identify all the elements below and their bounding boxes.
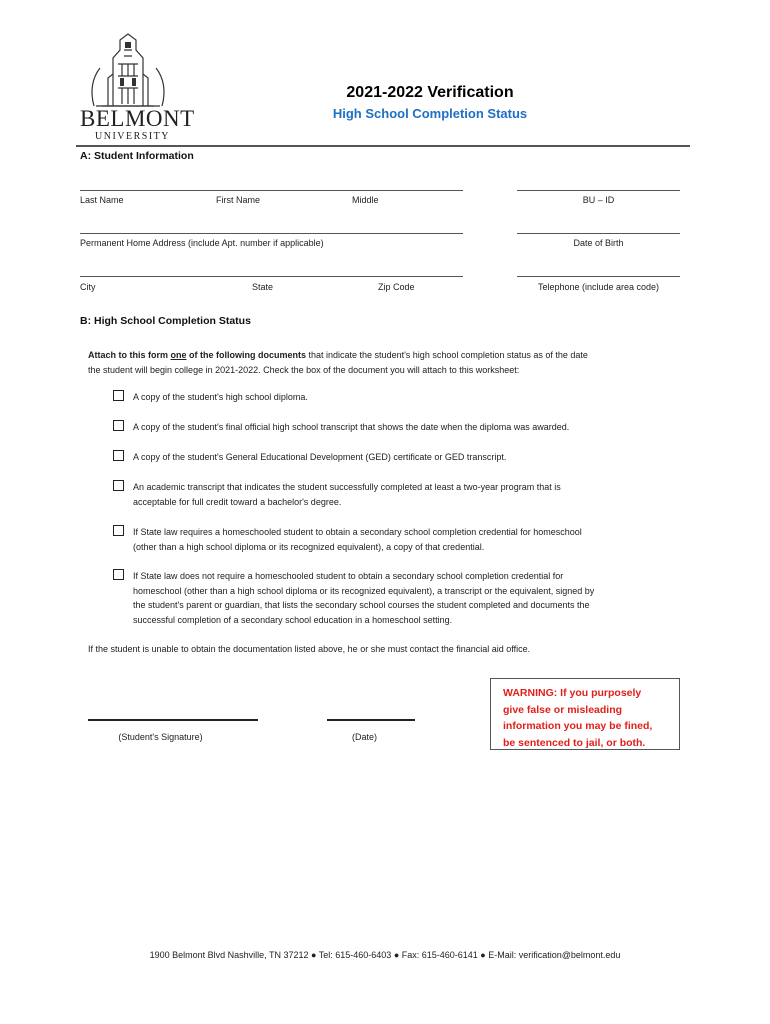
- city-label: City: [80, 282, 96, 292]
- last-name-label: Last Name: [80, 195, 124, 205]
- option-homeschool-not-required-checkbox[interactable]: [113, 569, 124, 580]
- section-a-heading: A: Student Information: [80, 150, 194, 162]
- option-transcript-text: [133, 420, 693, 435]
- section-b-heading: B: High School Completion Status: [80, 315, 251, 327]
- option-line: A copy of the student's final official high school transcript that shows the date when the diploma was awarded.: [133, 422, 570, 432]
- option-ged-checkbox[interactable]: [113, 450, 124, 461]
- intro-bold-3: of the following documents: [186, 350, 307, 360]
- option-homeschool-required-checkbox[interactable]: [113, 525, 124, 536]
- option-diploma-text: [133, 390, 693, 405]
- option-transcript-checkbox[interactable]: [113, 420, 124, 431]
- option-homeschool-required-text: [133, 525, 693, 554]
- middle-label: Middle: [352, 195, 379, 205]
- logo-subtext: UNIVERSITY: [95, 131, 170, 142]
- warning-line: be sentenced to jail, or both.: [503, 736, 646, 749]
- option-line: acceptable for full credit toward a bachelor's degree.: [133, 496, 342, 507]
- option-line: An academic transcript that indicates the student successfully completed at least a two-year program that is: [133, 482, 561, 492]
- intro-line-2: the student will begin college in 2021-2022. Check the box of the document you will attach to this worksheet:: [88, 364, 520, 375]
- option-ged-text: [133, 450, 693, 465]
- option-homeschool-not-required-text: [133, 569, 693, 627]
- intro-line-1: that indicate the student's high school completion status as of the date: [306, 350, 588, 360]
- warning-line: WARNING: If you purposely: [503, 687, 642, 699]
- state-label: State: [252, 282, 274, 292]
- unable-note: If the student is unable to obtain the documentation listed above, he or she must contact the financial aid office.: [88, 644, 531, 654]
- option-line: If State law requires a homeschooled student to obtain a secondary school completion credential for homeschool: [133, 527, 582, 537]
- option-academic-text: [133, 480, 693, 509]
- dob-input-line[interactable]: [517, 233, 680, 234]
- option-diploma-checkbox[interactable]: [113, 390, 124, 401]
- date-line[interactable]: [327, 719, 415, 721]
- name-input-line[interactable]: [80, 190, 463, 191]
- header-divider: [76, 145, 690, 147]
- option-line: successful completion of a secondary school education in a homeschool setting.: [133, 614, 453, 625]
- intro-bold-1: Attach to this form: [88, 350, 171, 360]
- warning-line: give false or misleading: [503, 703, 623, 716]
- date-label: (Date): [351, 732, 377, 742]
- option-academic-checkbox[interactable]: [113, 480, 124, 491]
- footer-contact: 1900 Belmont Blvd Nashville, TN 37212 ● Tel: 615-460-6403 ● Fax: 615-460-6141 ● E-Mail: verification@belmont.edu: [149, 950, 621, 960]
- first-name-label: First Name: [216, 195, 261, 205]
- page-subtitle: High School Completion Status: [332, 106, 528, 121]
- phone-label: Telephone (include area code): [537, 282, 660, 292]
- option-line: the student's parent or guardian, that lists the secondary school courses the student completed and documents the: [133, 600, 590, 610]
- intro-bold-one: one: [170, 350, 187, 360]
- logo-wordmark: BELMONT: [80, 106, 195, 131]
- option-line: A copy of the student's General Educational Development (GED) certificate or GED transcript.: [133, 452, 507, 462]
- student-signature-label: (Student's Signature): [118, 732, 203, 742]
- section-b-intro: [88, 348, 688, 377]
- warning-line: information you may be fined,: [503, 720, 653, 732]
- zip-label: Zip Code: [378, 282, 415, 292]
- city-state-zip-input-line[interactable]: [80, 276, 463, 277]
- option-line: If State law does not require a homeschooled student to obtain a secondary school completion credential for: [133, 571, 564, 581]
- address-label: Permanent Home Address (include Apt. number if applicable): [80, 238, 324, 248]
- dob-label: Date of Birth: [573, 238, 624, 248]
- option-line: (other than a high school diploma or its recognized equivalent), a copy of that credential.: [133, 541, 485, 552]
- address-input-line[interactable]: [80, 233, 463, 234]
- option-line: A copy of the student's high school diploma.: [133, 392, 308, 402]
- option-line: homeschool (other than a high school diploma or its recognized equivalent), a transcript or the equivalent, signed by: [133, 585, 595, 596]
- phone-input-line[interactable]: [517, 276, 680, 277]
- page-title: 2021-2022 Verification: [346, 84, 514, 101]
- warning-box: [490, 678, 680, 750]
- bu-id-input-line[interactable]: [517, 190, 680, 191]
- bu-id-label: BU – ID: [582, 195, 615, 205]
- student-signature-line[interactable]: [88, 719, 258, 721]
